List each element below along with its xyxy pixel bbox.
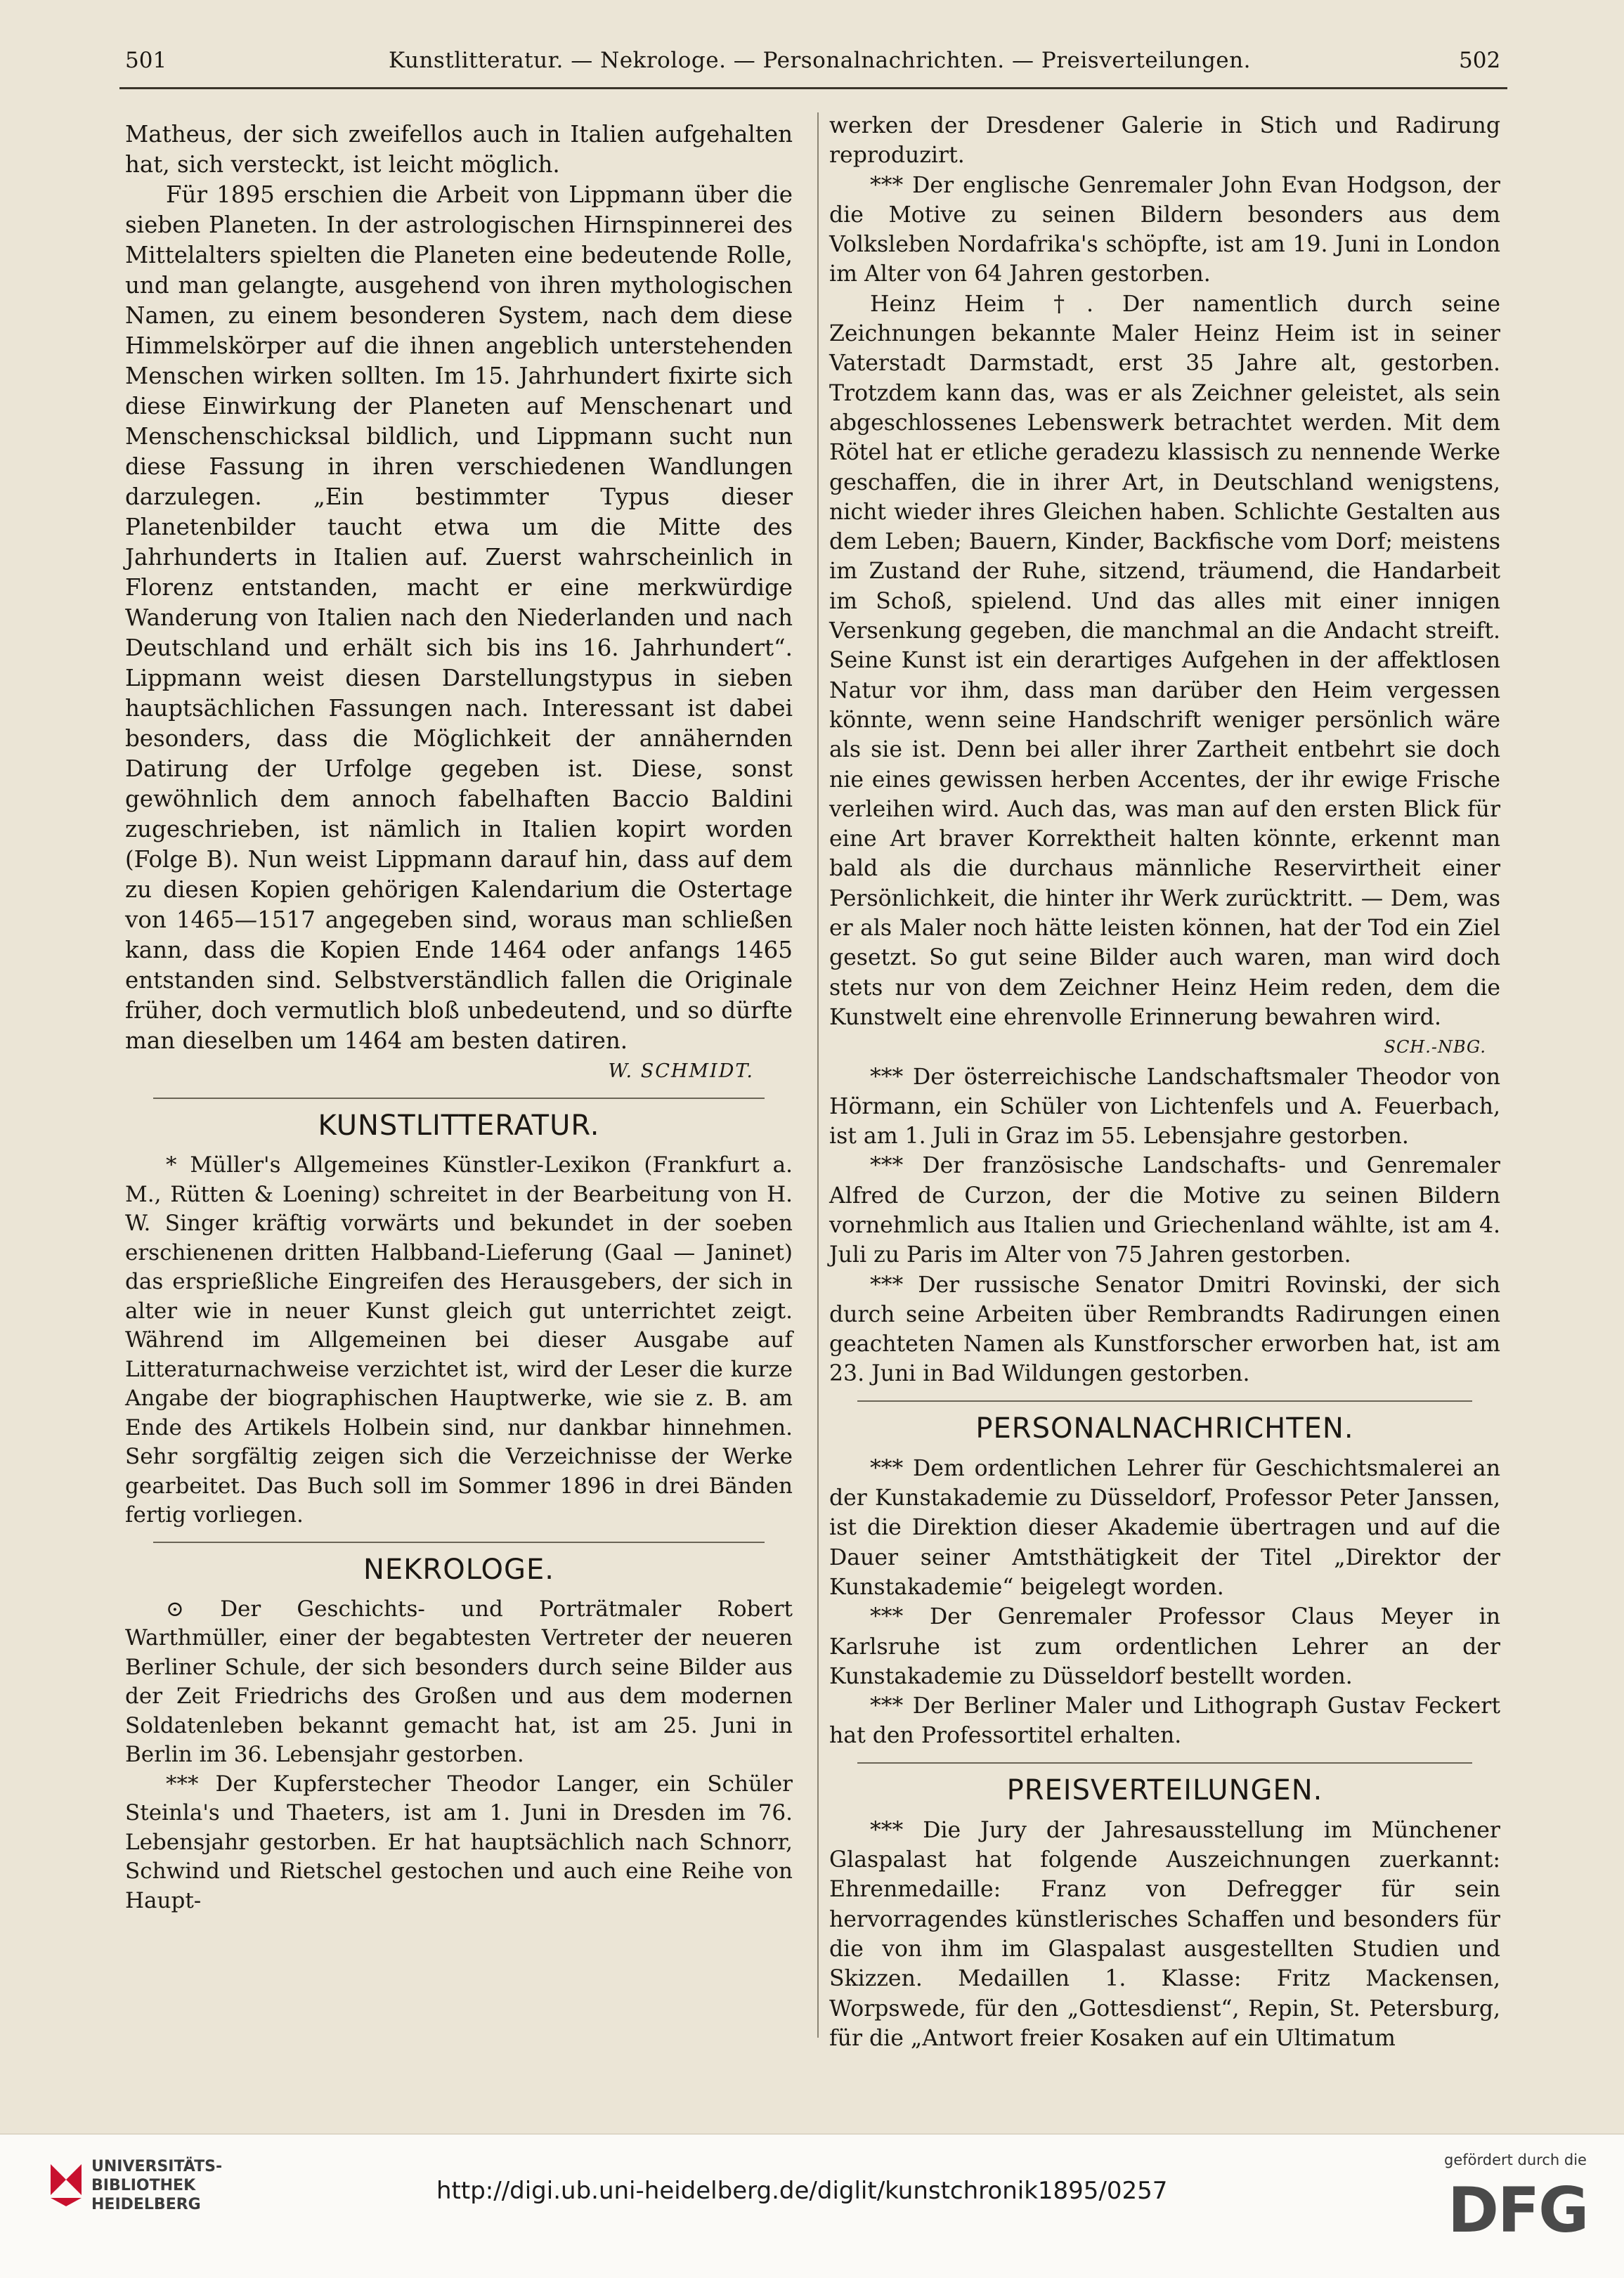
left-column <box>125 119 793 1915</box>
signature-schmidt: W. SCHMIDT. <box>608 1060 754 1082</box>
right-page-number: 502 <box>1459 48 1501 73</box>
paragraph-janssen: *** Dem ordentlichen Lehrer für Geschichtsmalerei an der Kunstakademie zu Düsseldorf, Professor Peter Janssen, ist die Direktion dieser Akademie übertragen und auf die Dauer seiner Amtsthätigkeit der Titel „Direktor der Kunstakademie“ beigelegt worden. <box>829 1455 1500 1600</box>
funding-label: gefördert durch die <box>1444 2152 1587 2168</box>
heading-nekrologe: NEKROLOGE. <box>363 1553 555 1586</box>
paragraph-langer: *** Der Kupferstecher Theodor Langer, ein Schüler Steinla's und Thaeters, ist am 1. Juni in Dresden im 76. Lebensjahr gestorben. Er hat hauptsächlich nach Schnorr, Schwind und Rietschel gestochen und auch eine Reihe von Haupt- <box>125 1771 793 1913</box>
paragraph-feckert: *** Der Berliner Maler und Lithograph Gustav Feckert hat den Professortitel erhalten. <box>829 1693 1500 1749</box>
paragraph-heinz-heim: Heinz Heim †. Der namentlich durch seine Zeichnungen bekannte Maler Heinz Heim ist in seiner Vaterstadt Darmstadt, erst 35 Jahre alt, gestorben. Trotzdem kann das, was er als Zeichner geleistet, als sein abgeschlossenes Lebenswerk betrachtet werden. Mit dem Rötel hat er etliche geradezu klassisch zu nennende Werke geschaffen, die in ihrer Art, in Deutschland wenigstens, nicht wieder ihres Gleichen haben. Schlichte Gestalten aus dem Leben; Bauern, Kinder, Backfische vom Dorf; meistens im Zustand der Ruhe, sitzend, träumend, die Handarbeit im Schoß, spielend. Und das alles mit einer innigen Versenkung gegeben, die manchmal an die Andacht streift. Seine Kunst ist ein derartiges Aufgehen in der affektlosen Natur vor ihm, dass man darüber den Heim vergessen könnte, wenn seine Handschrift weniger persönlich wäre als sie ist. Denn bei aller ihrer Zartheit entbehrt sie doch nie eines gewissen herben Accentes, der ihr ewige Frische verleihen wird. Auch das, was man auf den ersten Blick für eine Art braver Korrektheit halten könnte, erkennt man bald als die durchaus männliche Reservirtheit einer Persönlichkeit, die hinter ihr Werk zurücktritt. — Dem, was er als Maler noch hätte leisten können, hat der Tod ein Ziel gesetzt. So gut seine Bilder auch waren, man wird doch stets nur von dem Zeichner Heinz Heim reden, dem die Kunstwelt eine ehrenvolle Erinnerung bewahren wird. <box>829 291 1500 1030</box>
column-divider <box>817 112 819 2038</box>
heading-preisverteilungen: PREISVERTEILUNGEN. <box>1006 1773 1323 1807</box>
paragraph-hoermann: *** Der österreichische Landschaftsmaler Theodor von Hörmann, ein Schüler von Lichtenfels und A. Feuerbach, ist am 1. Juli in Graz im 55. Lebensjahre gestorben. <box>829 1064 1500 1150</box>
university-library-logo-icon <box>48 2161 84 2208</box>
footer-bar <box>0 2133 1624 2278</box>
paragraph-warthmueller: ⊙ Der Geschichts- und Porträtmaler Robert Warthmüller, einer der begabtesten Vertreter der neueren Berliner Schule, der sich besonders durch seine Bilder aus der Zeit Friedrichs des Großen und aus dem modernen Soldatenleben bekannt gemacht hat, ist am 25. Juni in Berlin im 36. Lebensjahr gestorben. <box>125 1596 793 1767</box>
header-rule <box>119 87 1507 89</box>
paragraph-hodgson: *** Der englische Genremaler John Evan Hodgson, der die Motive zu seinen Bildern besonders aus dem Volksleben Nordafrika's schöpfte, ist am 19. Juni in London im Alter von 64 Jahren gestorben. <box>829 172 1500 287</box>
paragraph-curzon: *** Der französische Landschafts- und Genremaler Alfred de Curzon, der die Motive zu seinen Bildern vornehmlich aus Italien und Griechenland wählte, ist am 4. Juli zu Paris im Alter von 75 Jahren gestorben. <box>829 1153 1500 1268</box>
paragraph-matheus: Matheus, der sich zweifellos auch in Italien aufgehalten hat, sich versteckt, ist leicht möglich. <box>125 121 793 178</box>
source-url-link[interactable]: http://digi.ub.uni-heidelberg.de/diglit/kunstchronik1895/0257 <box>436 2177 1168 2205</box>
paragraph-mueller-lexikon: * Müller's Allgemeines Künstler-Lexikon (Frankfurt a. M., Rütten & Loening) schreitet in der Bearbeitung von H. W. Singer kräftig vorwärts und bekundet in der soeben erschienenen dritten Halbband-Lieferung (Gaal — Janinet) das ersprießliche Eingreifen des Herausgebers, der sich in alter wie in neuer Kunst gleich gut unterrichtet zeigt. Während im Allgemeinen bei dieser Ausgabe auf Litteraturnachweise verzichtet ist, wird der Leser die kurze Angabe der biographischen Hauptwerke, wie sie z. B. am Ende des Artikels Holbein sind, nur dankbar hinnehmen. Sehr sorgfältig zeigen sich die Verzeichnisse der Werke gearbeitet. Das Buch soll im Sommer 1896 in drei Bänden fertig vorliegen. <box>125 1152 793 1528</box>
right-column <box>829 111 1500 2053</box>
running-header: Kunstlitteratur. — Nekrologe. — Personalnachrichten. — Preisverteilungen. <box>389 48 1251 73</box>
heading-kunstlitteratur: KUNSTLITTERATUR. <box>318 1109 600 1142</box>
signature-sch-nbg: SCH.-NBG. <box>1384 1037 1486 1057</box>
paragraph-rovinski: *** Der russische Senator Dmitri Rovinski, der sich durch seine Arbeiten über Rembrandts Radirungen einen geachteten Namen als Kunstforscher erworben hat, ist am 23. Juni in Bad Wildungen gestorben. <box>829 1272 1500 1387</box>
paragraph-lippmann: Für 1895 erschien die Arbeit von Lippmann über die sieben Planeten. In der astrologischen Hirnspinnerei des Mittelalters spielten die Planeten eine bedeutende Rolle, und man gelangte, ausgehend von ihren mythologischen Namen, zu einem besonderen System, nach dem diese Himmelskörper auf die ihnen angeblich unterstehenden Menschen wirken sollten. Im 15. Jahrhundert fixirte sich diese Einwirkung der Planeten auf Menschenart und Menschenschicksal bildlich, und Lippmann sucht nun diese Fassung in ihren verschiedenen Wandlungen darzulegen. „Ein bestimmter Typus dieser Planetenbilder taucht etwa um die Mitte des Jahrhunderts in Italien auf. Zuerst wahrscheinlich in Florenz entstanden, macht er eine merkwürdige Wanderung von Italien nach den Niederlanden und nach Deutschland und erhält sich bis ins 16. Jahrhundert“. Lippmann weist diesen Darstellungstypus in sieben hauptsächlichen Fassungen nach. Interessant ist dabei besonders, dass die Möglichkeit der annähernden Datirung der Urfolge gegeben ist. Diese, sonst gewöhnlich dem annoch fabelhaften Baccio Baldini zugeschrieben, ist nämlich in Italien kopirt worden (Folge B). Nun weist Lippmann darauf hin, dass auf dem zu diesen Kopien gehörigen Kalendarium die Ostertage von 1465—1517 angegeben sind, woraus man schließen kann, dass die Kopien Ende 1464 oder anfangs 1465 entstanden sind. Selbstverständlich fallen die Originale früher, doch vermutlich bloß unbedeutend, und so dürfte man dieselben um 1464 am besten datiren. <box>125 181 793 1054</box>
heading-personalnachrichten: PERSONALNACHRICHTEN. <box>975 1412 1354 1445</box>
dfg-logo: DFG <box>1448 2174 1588 2246</box>
section-separator <box>857 1762 1472 1764</box>
paragraph-jury-glaspalast: *** Die Jury der Jahresausstellung im Münchener Glaspalast hat folgende Auszeichnungen zuerkannt: Ehrenmedaille: Franz von Defregger für sein hervorragendes künstlerisches Schaffen und besonders für die von ihm im Glaspalast ausgestellten Studien und Skizzen. Medaillen 1. Klasse: Fritz Mackensen, Worpswede, für den „Gottesdienst“, Repin, St. Petersburg, für die „Antwort freier Kosaken auf ein Ultimatum <box>829 1817 1500 2051</box>
section-separator <box>857 1400 1472 1402</box>
university-library-name: UNIVERSITÄTS- BIBLIOTHEK HEIDELBERG <box>91 2158 223 2213</box>
paragraph-dresdener-galerie: werken der Dresdener Galerie in Stich und Radirung reproduzirt. <box>829 113 1500 169</box>
section-separator <box>153 1542 765 1543</box>
paragraph-claus-meyer: *** Der Genremaler Professor Claus Meyer in Karlsruhe ist zum ordentlichen Lehrer an der Kunstakademie zu Düsseldorf bestellt worden. <box>829 1604 1500 1689</box>
left-page-number: 501 <box>125 48 167 73</box>
section-separator <box>153 1098 765 1099</box>
